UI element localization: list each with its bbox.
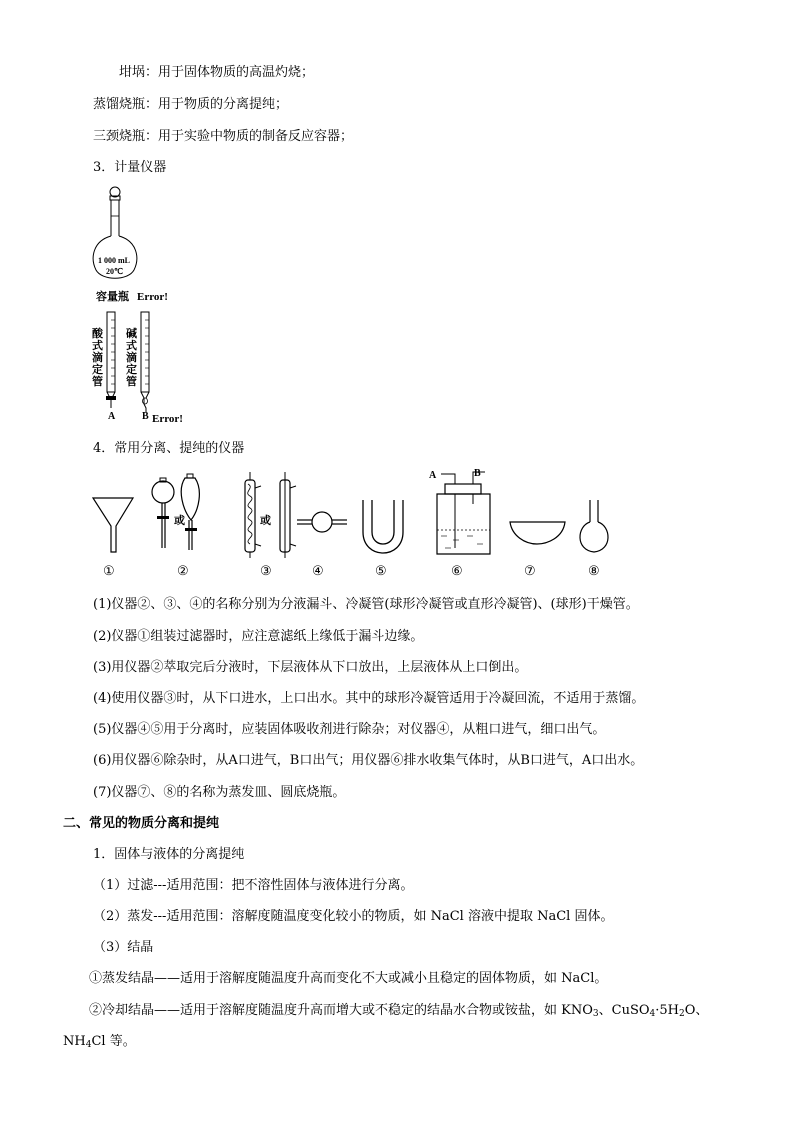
text-three-neck-flask: 三颈烧瓶：用于实验中物质的制备反应容器； bbox=[93, 129, 354, 144]
separation-apparatus-figure bbox=[85, 470, 625, 560]
volumetric-flask-figure bbox=[90, 186, 140, 286]
burette-b-label: 碱式滴定管 bbox=[126, 327, 137, 388]
para-2: (2)仪器①组装过滤器时，应注意滤纸上缘低于漏斗边缘。 bbox=[93, 629, 424, 644]
apparatus-number-2: ② bbox=[177, 564, 189, 579]
item-filtration: （1）过滤---适用范围：把不溶性固体与液体进行分离。 bbox=[93, 878, 414, 893]
burette-a-label: 酸式滴定管 bbox=[92, 327, 103, 388]
error-label-1: Error! bbox=[137, 291, 168, 303]
item-cooling-crystallization-cont: $NH_4Cl$ 等。 bbox=[63, 1034, 136, 1050]
error-label-2: Error! bbox=[152, 413, 183, 425]
para-3: (3)用仪器②萃取完后分液时，下层液体从下口放出，上层液体从上口倒出。 bbox=[93, 660, 528, 675]
apparatus-number-4: ④ bbox=[312, 564, 324, 579]
burettes-figure bbox=[86, 310, 166, 420]
para-5: (5)仪器④⑤用于分离时，应装固体吸收剂进行除杂；对仪器④，从粗口进气，细口出气。 bbox=[93, 722, 606, 737]
para-7: (7)仪器⑦、⑧的名称为蒸发皿、圆底烧瓶。 bbox=[93, 785, 346, 800]
item-cooling-crystallization: ②冷却结晶——适用于溶解度随温度升高而增大或不稳定的结晶水合物或铵盐，如 $KNO_3$、$CuSO_4\cdot 5H_2O$、 bbox=[89, 1003, 709, 1019]
or-label-1: 或 bbox=[174, 515, 185, 527]
text-distilling-flask: 蒸馏烧瓶：用于物质的分离提纯； bbox=[93, 97, 289, 112]
para-4: (4)使用仪器③时，从下口进水，上口出水。其中的球形冷凝管适用于冷凝回流，不适用于蒸馏。 bbox=[93, 691, 645, 706]
apparatus-number-5: ⑤ bbox=[375, 564, 387, 579]
flask-capacity-label: 1 000 mL bbox=[98, 256, 130, 265]
bottle-port-b: B bbox=[474, 468, 481, 479]
heading-separation-instruments: 4．常用分离、提纯的仪器 bbox=[93, 441, 245, 456]
burette-b-letter: B bbox=[142, 411, 149, 422]
apparatus-number-1: ① bbox=[103, 564, 115, 579]
apparatus-number-7: ⑦ bbox=[524, 564, 536, 579]
heading-measuring-instruments: 3．计量仪器 bbox=[93, 160, 167, 175]
item-evaporative-crystallization: ①蒸发结晶——适用于溶解度随温度升高而变化不大或减小且稳定的固体物质，如 NaCl。 bbox=[89, 971, 608, 986]
or-label-2: 或 bbox=[260, 515, 271, 527]
text-crucible: 坩埚：用于固体物质的高温灼烧； bbox=[119, 65, 315, 80]
flask-name-label: 容量瓶 bbox=[96, 291, 129, 303]
para-6: (6)用仪器⑥除杂时，从A口进气，B口出气；用仪器⑥排水收集气体时，从B口进气，A口出水。 bbox=[93, 753, 644, 768]
apparatus-number-8: ⑧ bbox=[588, 564, 600, 579]
bottle-port-a: A bbox=[429, 470, 437, 481]
section-heading: 二、常见的物质分离和提纯 bbox=[63, 816, 220, 831]
item-evaporation: （2）蒸发---适用范围：溶解度随温度变化较小的物质，如 NaCl 溶液中提取 NaCl 固体。 bbox=[93, 909, 614, 924]
item-crystallization: （3）结晶 bbox=[93, 940, 154, 955]
para-1: (1)仪器②、③、④的名称分别为分液漏斗、冷凝管(球形冷凝管或直形冷凝管)、(球形)干燥管。 bbox=[93, 597, 639, 612]
apparatus-number-6: ⑥ bbox=[451, 564, 463, 579]
subheading-solid-liquid: 1．固体与液体的分离提纯 bbox=[93, 847, 245, 862]
burette-a-letter: A bbox=[108, 411, 116, 422]
flask-temperature-label: 20℃ bbox=[106, 267, 123, 276]
apparatus-number-3: ③ bbox=[260, 564, 272, 579]
